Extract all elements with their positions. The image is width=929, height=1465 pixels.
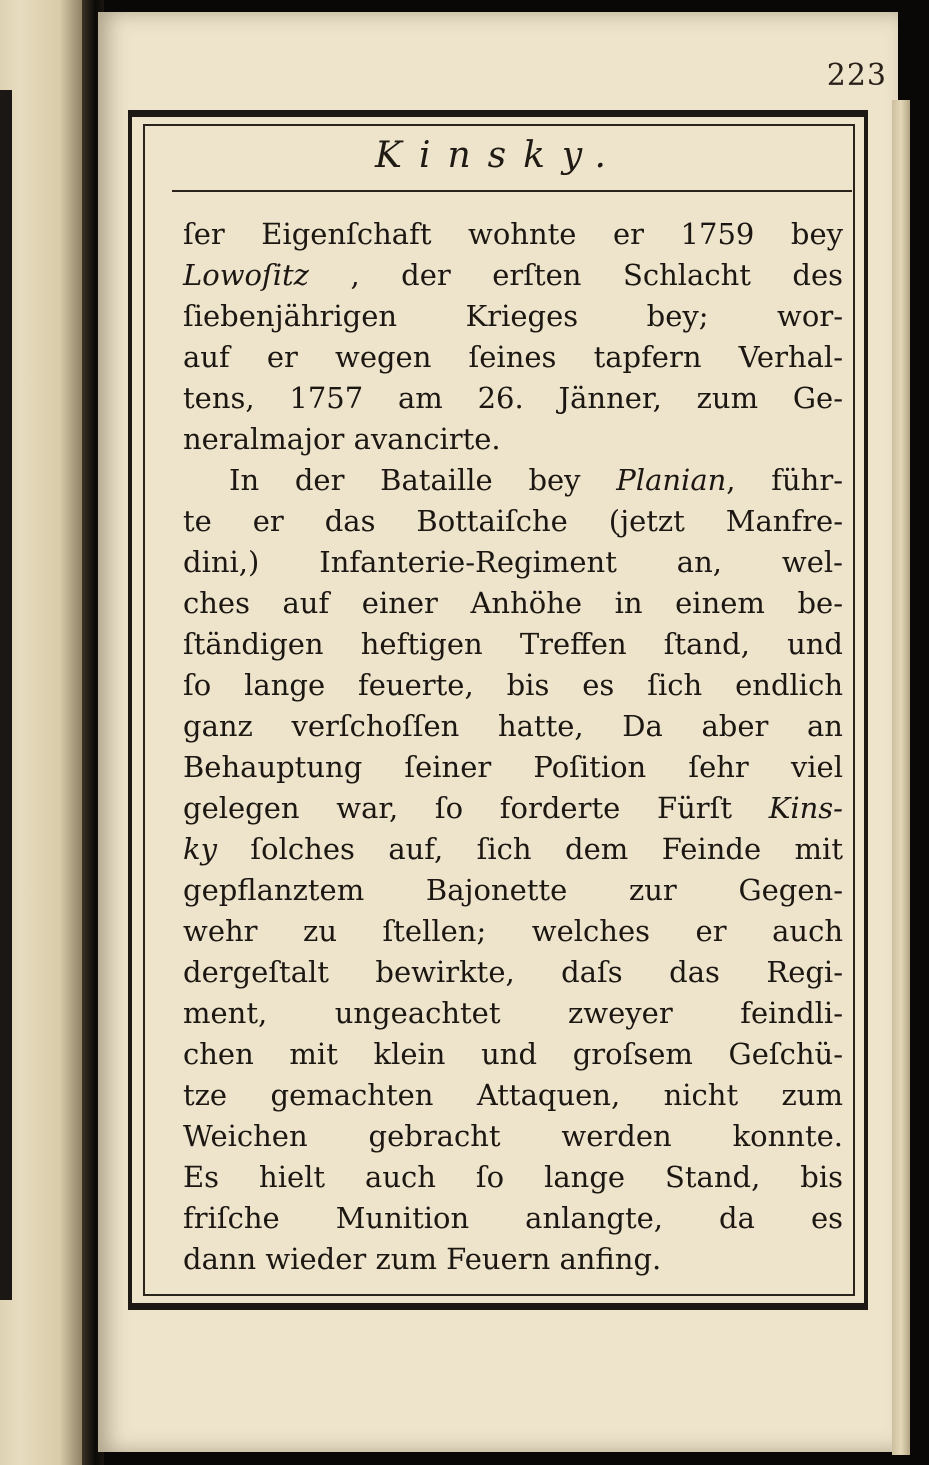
page-number: 223 [826,58,887,93]
text-run: ches auf einer Anhöhe in einem be- [183,586,843,620]
text-run: ſer Eigenſchaft wohnte er 1759 bey [183,217,843,251]
text-run: chen mit klein und groſsem Geſchü- [183,1037,843,1071]
text-run: gelegen war, ſo forderte Fürſt [183,791,769,825]
text-line [183,542,843,583]
text-line [183,1116,843,1157]
text-run: gepflanztem Bajonette zur Gegen- [183,873,843,907]
text-run: friſche Munition anlangte, da es [183,1201,843,1235]
text-line [183,993,843,1034]
italic-name: Planian [616,463,727,497]
text-run: , der erſten Schlacht des [308,258,843,292]
text-line [183,706,843,747]
text-run: In der Bataille bey [229,463,617,497]
body-text [183,214,843,1280]
text-run: neralmajor avancirte. [183,422,501,456]
text-line [183,870,843,911]
text-line [183,1075,843,1116]
text-line [183,1157,843,1198]
facing-page-frame-rule [0,90,12,1300]
text-line [183,419,843,460]
text-run: auf er wegen ſeines tapfern Verhal- [183,340,843,374]
text-line [183,214,843,255]
text-line [183,378,843,419]
text-line [183,1239,843,1280]
text-run: te er das Bottaiſche (jetzt Manfre- [183,504,843,538]
text-run: dergeſtalt bewirkte, daſs das Regi- [183,955,843,989]
text-line [183,460,843,501]
text-line [183,1198,843,1239]
text-run: ſiebenjährigen Krieges bey; wor- [183,299,843,333]
text-run: , führ- [726,463,843,497]
text-run: ſtändigen heftigen Treffen ſtand, und [183,627,843,661]
text-line [183,747,843,788]
text-line [183,952,843,993]
text-run: Weichen gebracht werden konnte. [183,1119,843,1153]
text-run: wehr zu ſtellen; welches er auch [183,914,843,948]
text-line [183,788,843,829]
text-line [183,583,843,624]
text-line [183,829,843,870]
text-line [183,296,843,337]
text-run: Behauptung ſeiner Poſition ſehr viel [183,750,843,784]
text-line [183,624,843,665]
text-line [183,911,843,952]
italic-name: ky [183,832,217,866]
text-run: ment, ungeachtet zweyer feindli- [183,996,843,1030]
italic-name: Lowoſitz [183,258,309,292]
page-stack-edge [892,100,910,1455]
running-head: Kinsky. [375,135,623,176]
text-run: ganz verſchoſſen hatte, Da aber an [183,709,843,743]
text-line [183,1034,843,1075]
text-line [183,337,843,378]
text-run: tze gemachten Attaquen, nicht zum [183,1078,843,1112]
text-run: tens, 1757 am 26. Jänner, zum Ge- [183,381,843,415]
text-line [183,255,843,296]
text-line [183,665,843,706]
text-run: ſolches auf, ſich dem Feinde mit [216,832,843,866]
text-run: ſo lange feuerte, bis es ſich endlich [183,668,843,702]
text-line [183,501,843,542]
text-run: Es hielt auch ſo lange Stand, bis [183,1160,843,1194]
head-rule [172,190,852,192]
facing-page-edge [0,0,82,1465]
text-run: dini,) Infanterie-Regiment an, wel- [183,545,843,579]
text-run: dann wieder zum Feuern anfing. [183,1242,662,1276]
italic-name: Kins- [768,791,843,825]
